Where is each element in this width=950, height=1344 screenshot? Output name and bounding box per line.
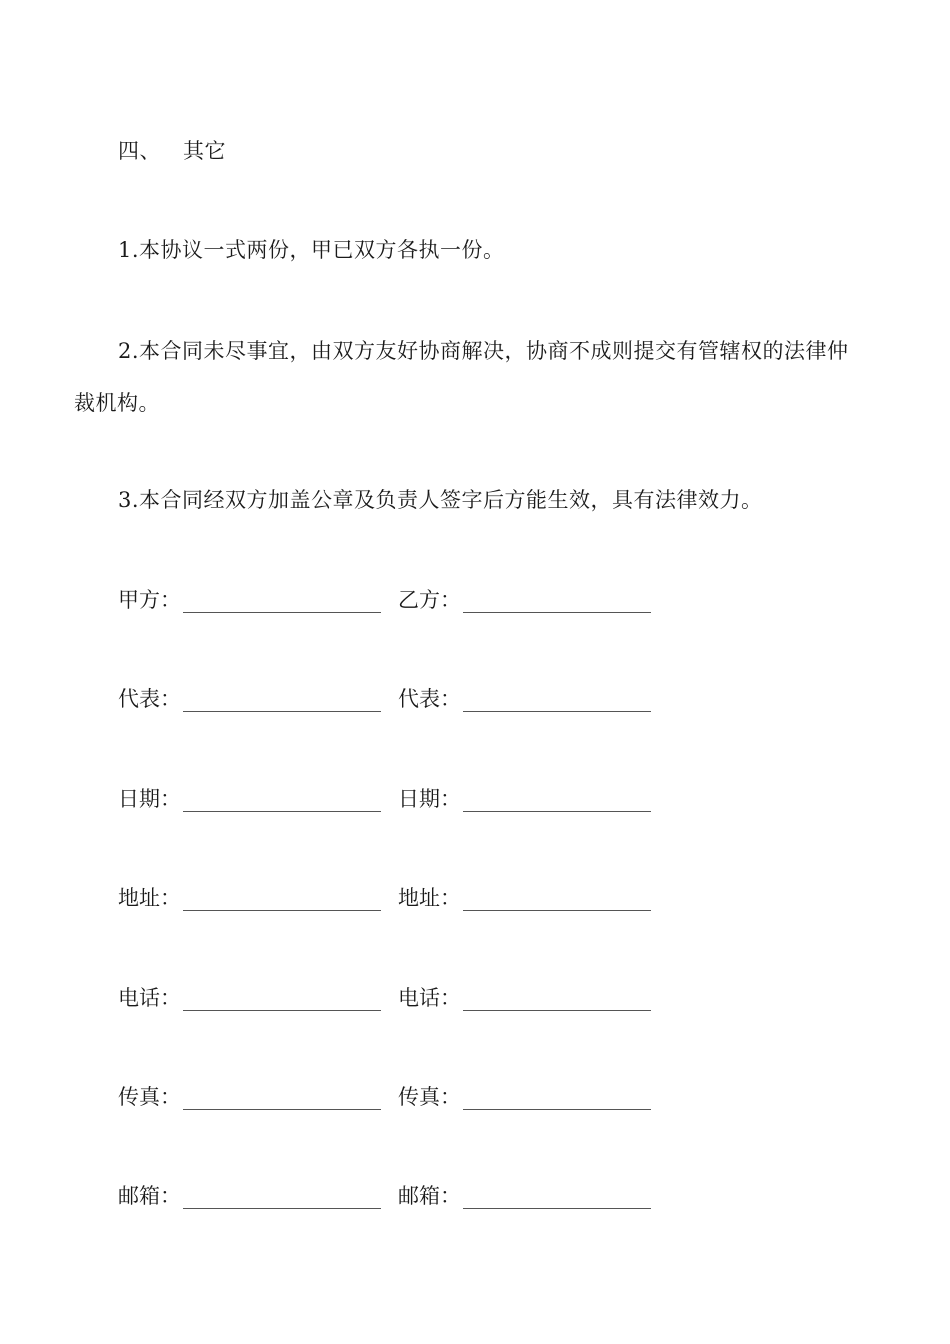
field-label: 邮箱： (118, 1184, 181, 1208)
party-b-date-field (398, 786, 651, 812)
section-number: 四、 (118, 139, 161, 163)
party-b-fax-blank[interactable] (463, 1089, 651, 1110)
party-a-fax-field (118, 1084, 381, 1110)
signature-row-phone (118, 985, 678, 1015)
field-label: 日期： (398, 787, 461, 811)
signature-row-email (118, 1183, 678, 1213)
party-b-date-blank[interactable] (463, 791, 651, 812)
party-a-field (118, 587, 381, 613)
clause-1: 1.本协议一式两份，甲已双方各执一份。 (118, 238, 505, 262)
party-a-phone-field (118, 985, 381, 1011)
party-a-address-field (118, 885, 381, 911)
field-label: 电话： (398, 986, 461, 1010)
party-b-address-blank[interactable] (463, 890, 651, 911)
signature-row-fax (118, 1084, 678, 1114)
field-label: 甲方： (118, 588, 181, 612)
signature-row-representative (118, 686, 678, 716)
party-b-representative-field (398, 686, 651, 712)
signature-row-party (118, 587, 678, 617)
party-b-fax-field (398, 1084, 651, 1110)
field-label: 日期： (118, 787, 181, 811)
field-label: 代表： (398, 687, 461, 711)
party-b-blank[interactable] (463, 592, 651, 613)
field-label: 传真： (398, 1085, 461, 1109)
party-a-representative-field (118, 686, 381, 712)
field-label: 传真： (118, 1085, 181, 1109)
party-a-date-field (118, 786, 381, 812)
clause-2-line-2: 裁机构。 (74, 391, 160, 415)
field-label: 邮箱： (398, 1184, 461, 1208)
field-label: 电话： (118, 986, 181, 1010)
party-b-email-field (398, 1183, 651, 1209)
party-a-email-field (118, 1183, 381, 1209)
party-a-address-blank[interactable] (183, 890, 381, 911)
party-b-email-blank[interactable] (463, 1188, 651, 1209)
field-label: 地址： (118, 886, 181, 910)
party-b-field (398, 587, 651, 613)
signature-row-address (118, 885, 678, 915)
field-label: 地址： (398, 886, 461, 910)
party-a-fax-blank[interactable] (183, 1089, 381, 1110)
signature-row-date (118, 786, 678, 816)
field-label: 乙方： (398, 588, 461, 612)
field-label: 代表： (118, 687, 181, 711)
party-b-phone-field (398, 985, 651, 1011)
party-b-phone-blank[interactable] (463, 990, 651, 1011)
party-b-representative-blank[interactable] (463, 691, 651, 712)
clause-2-line-1: 2.本合同未尽事宜，由双方友好协商解决，协商不成则提交有管辖权的法律仲 (118, 339, 849, 363)
party-a-representative-blank[interactable] (183, 691, 381, 712)
party-b-address-field (398, 885, 651, 911)
party-a-phone-blank[interactable] (183, 990, 381, 1011)
party-a-email-blank[interactable] (183, 1188, 381, 1209)
party-a-date-blank[interactable] (183, 791, 381, 812)
clause-3: 3.本合同经双方加盖公章及负责人签字后方能生效，具有法律效力。 (118, 488, 763, 512)
party-a-blank[interactable] (183, 592, 381, 613)
section-title: 其它 (183, 139, 226, 163)
section-heading (118, 138, 226, 164)
